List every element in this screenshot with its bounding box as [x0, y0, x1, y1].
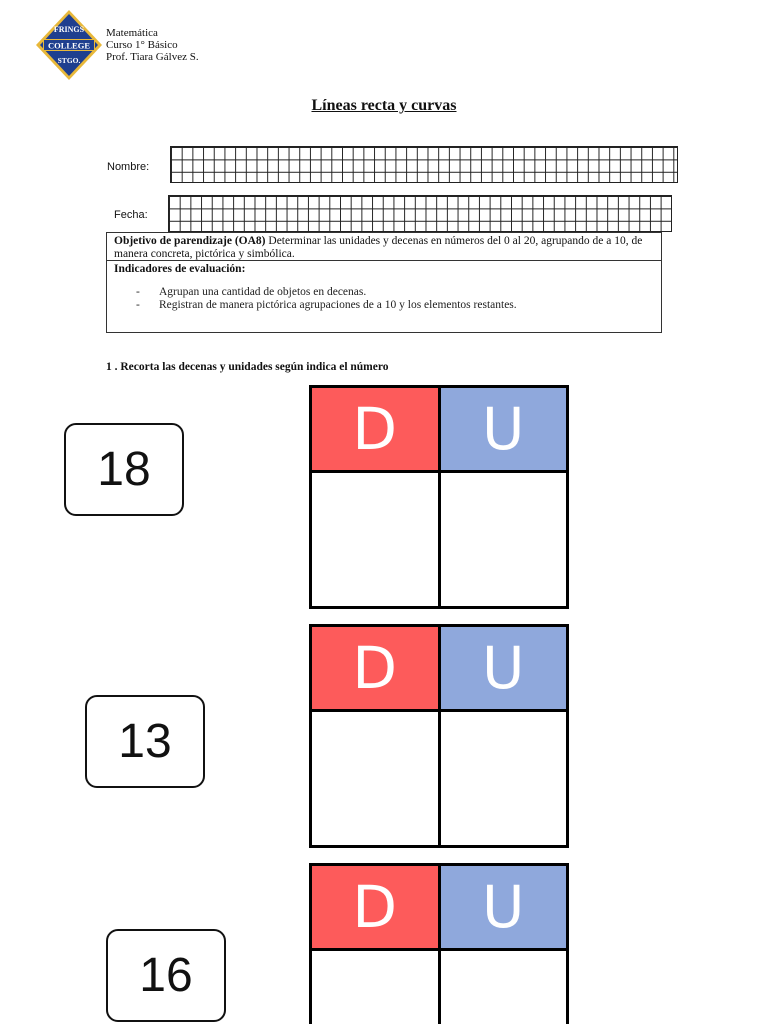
units-header: [441, 388, 567, 470]
units-answer-cell[interactable]: [441, 712, 567, 845]
units-letter: U: [482, 873, 525, 941]
units-letter: U: [482, 395, 525, 463]
indicators-row: [107, 261, 661, 314]
tens-answer-cell[interactable]: [312, 951, 438, 1024]
tens-header: [312, 627, 438, 709]
date-label: Fecha:: [114, 209, 148, 221]
date-grid[interactable]: [168, 195, 672, 232]
objective-row: [107, 233, 661, 261]
indicator-item: - Registran de manera pictórica agrupaciones de a 10 y los elementos restantes.: [114, 299, 654, 312]
indicator-item: - Agrupan una cantidad de objetos en decenas.: [114, 286, 654, 299]
number-value: 18: [97, 443, 151, 496]
course-label: Curso 1° Básico: [106, 39, 178, 51]
number-card: [64, 423, 184, 516]
objective-box: [106, 232, 662, 333]
logo-text-top: FRINGS: [53, 25, 85, 34]
subject-label: Matemática: [106, 27, 158, 39]
objective-text: Determinar las unidades y decenas en números del 0 al 20, agrupando de a 10, de manera concreta, pictórica y simbólica.: [114, 235, 643, 260]
number-value: 13: [118, 715, 172, 768]
teacher-label: Prof. Tiara Gálvez S.: [106, 51, 199, 63]
name-grid[interactable]: [170, 146, 678, 183]
tens-units-table: [309, 624, 569, 848]
tens-letter: D: [352, 395, 398, 463]
worksheet-title: Líneas recta y curvas: [311, 97, 457, 114]
objective-label: Objetivo de parendizaje (OA8): [114, 235, 266, 247]
tens-answer-cell[interactable]: [312, 712, 438, 845]
units-header: [441, 627, 567, 709]
school-info: [106, 27, 199, 63]
logo-text-middle: COLLEGE: [47, 40, 91, 51]
tens-letter: D: [352, 873, 398, 941]
units-answer-cell[interactable]: [441, 951, 567, 1024]
school-logo: [34, 8, 104, 82]
tens-header: [312, 388, 438, 470]
tens-answer-cell[interactable]: [312, 473, 438, 606]
units-letter: U: [482, 634, 525, 702]
number-value: 16: [139, 949, 193, 1002]
tens-units-table: [309, 385, 569, 609]
number-card: [106, 929, 226, 1022]
units-header: [441, 866, 567, 948]
tens-letter: D: [352, 634, 398, 702]
indicators-label: Indicadores de evaluación:: [114, 263, 246, 275]
logo-text-bottom: STGO.: [57, 56, 81, 65]
indicators-list: [114, 286, 654, 312]
number-card: [85, 695, 205, 788]
tens-header: [312, 866, 438, 948]
name-label: Nombre:: [107, 161, 150, 173]
units-answer-cell[interactable]: [441, 473, 567, 606]
question-1: 1 . Recorta las decenas y unidades según indica el número: [106, 361, 389, 373]
tens-units-table: [309, 863, 569, 1024]
